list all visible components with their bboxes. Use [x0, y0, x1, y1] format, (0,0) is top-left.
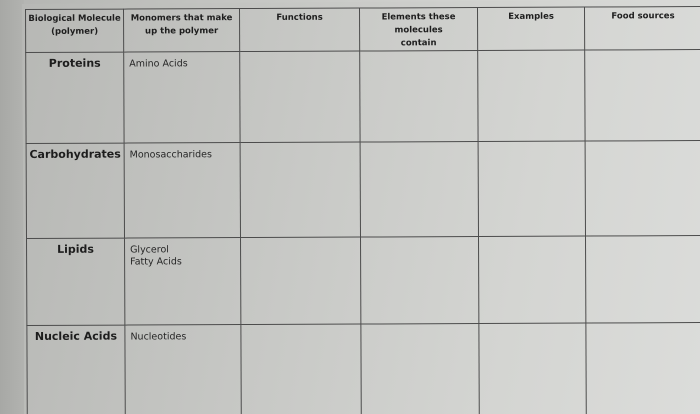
food-sources-cell[interactable] [585, 236, 700, 324]
table-row-lipids [27, 236, 700, 326]
elements-cell[interactable] [360, 142, 478, 238]
monomer-line: Fatty Acids [130, 256, 182, 268]
background-edge [0, 0, 24, 414]
monomer-line: Glycerol [130, 244, 169, 256]
elements-cell[interactable] [361, 324, 479, 414]
header-elements-line2: contain [400, 38, 437, 49]
molecule-cell: Proteins [26, 52, 124, 143]
functions-cell[interactable] [240, 142, 360, 238]
elements-cell[interactable] [360, 237, 478, 325]
molecule-cell: Lipids [27, 238, 125, 325]
monomer-line: Monosaccharides [129, 149, 212, 161]
examples-cell[interactable] [478, 236, 585, 323]
header-food-sources-label: Food sources [611, 11, 675, 22]
table-row-nucleic-acids [27, 323, 700, 414]
monomer-line: Nucleotides [130, 331, 187, 343]
functions-cell[interactable] [240, 51, 360, 143]
biomolecules-table [25, 6, 700, 414]
header-monomers-line2: up the polymer [144, 26, 219, 37]
header-elements [359, 8, 477, 52]
header-molecule-line2: (polymer) [51, 26, 99, 37]
examples-cell[interactable] [479, 323, 586, 414]
header-molecule-line1: Biological Molecule [28, 13, 121, 24]
monomer-cell [124, 52, 240, 144]
table-row-proteins [26, 50, 700, 144]
food-sources-cell[interactable] [586, 323, 700, 414]
examples-cell[interactable] [478, 50, 585, 141]
functions-cell[interactable] [240, 237, 360, 325]
table-row-carbohydrates [26, 141, 700, 239]
header-monomers-line1: Monomers that make [130, 13, 233, 24]
header-examples-label: Examples [508, 11, 554, 22]
functions-cell[interactable] [241, 324, 361, 414]
monomer-cell [125, 325, 241, 414]
monomer-line: Amino Acids [129, 58, 188, 70]
header-biological-molecule [26, 9, 124, 52]
monomer-cell [124, 143, 240, 239]
food-sources-cell[interactable] [585, 141, 700, 237]
header-functions [240, 8, 360, 52]
header-row [26, 7, 700, 53]
header-food-sources [584, 7, 700, 51]
elements-cell[interactable] [360, 51, 478, 143]
header-elements-line1: Elements these molecules [381, 12, 456, 36]
food-sources-cell[interactable] [585, 50, 700, 142]
molecule-cell: Nucleic Acids [27, 325, 125, 414]
header-monomers [124, 9, 240, 53]
header-examples [477, 7, 584, 50]
molecule-cell: Carbohydrates [26, 143, 124, 238]
monomer-cell [125, 238, 241, 326]
examples-cell[interactable] [478, 141, 585, 236]
header-functions-label: Functions [276, 12, 323, 23]
